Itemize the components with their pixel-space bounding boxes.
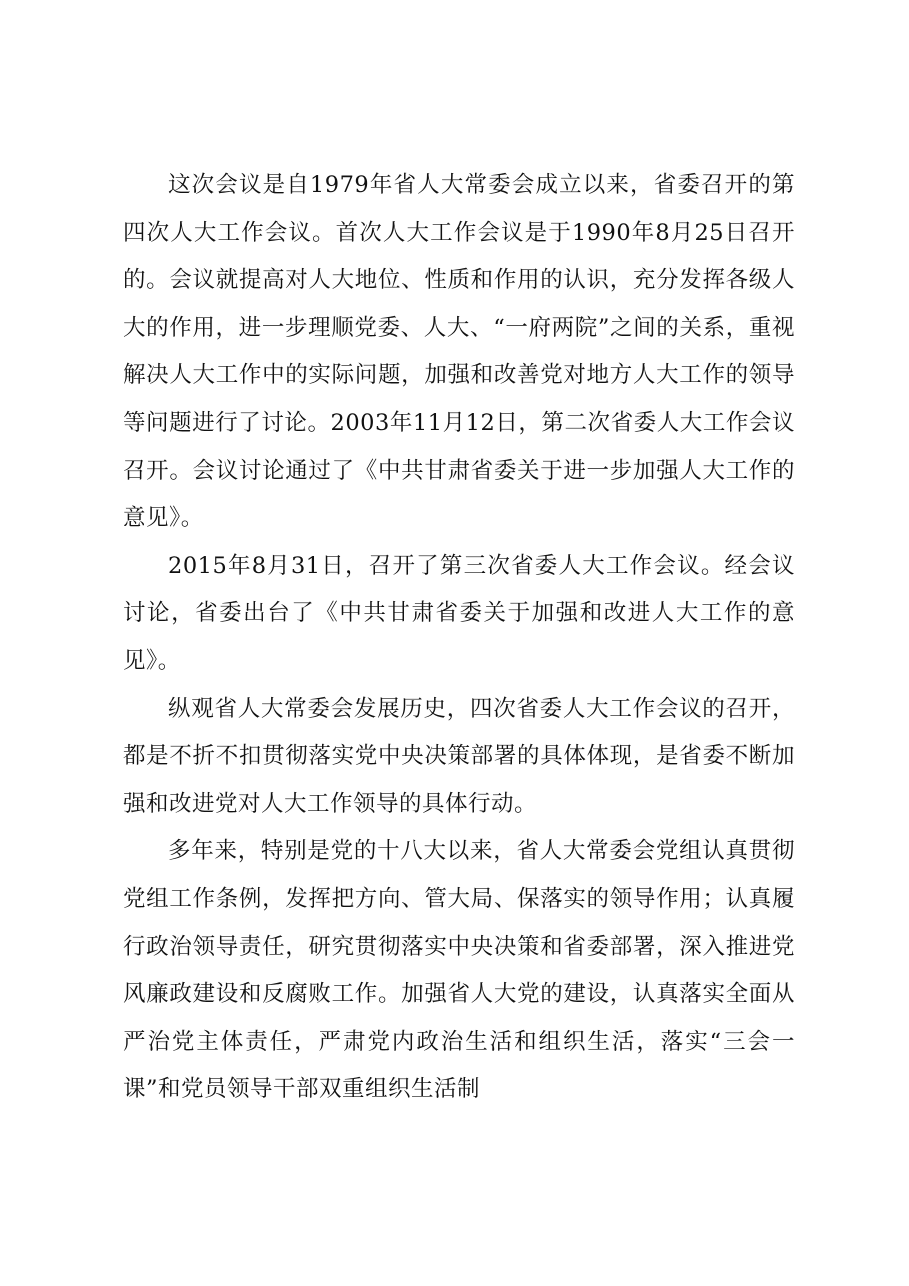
paragraph-1: 这次会议是自1979年省人大常委会成立以来，省委召开的第四次人大工作会议。首次人大工作会议是于1990年8月25日召开的。会议就提高对人大地位、性质和作用的认识，充分发挥各级人大的作用，进一步理顺党委、人大、“一府两院”之间的关系，重视解决人大工作中的实际问题，加强和改善党对地方人大工作的领导等问题进行了讨论。2003年11月12日，第二次省委人大工作会议召开。会议讨论通过了《中共甘肃省委关于进一步加强人大工作的意见》。 <box>123 172 795 532</box>
paragraph-2: 2015年8月31日，召开了第三次省委人大工作会议。经会议讨论，省委出台了《中共甘肃省委关于加强和改进人大工作的意见》。 <box>123 552 795 674</box>
paragraph-3: 纵观省人大常委会发展历史，四次省委人大工作会议的召开，都是不折不扣贯彻落实党中央决策部署的具体体现，是省委不断加强和改进党对人大工作领导的具体行动。 <box>123 695 795 817</box>
document-body <box>123 162 795 1114</box>
paragraph-4: 多年来，特别是党的十八大以来，省人大常委会党组认真贯彻党组工作条例，发挥把方向、管大局、保落实的领导作用；认真履行政治领导责任，研究贯彻落实中央决策和省委部署，深入推进党风廉政建设和反腐败工作。加强省人大党的建设，认真落实全面从严治党主体责任，严肃党内政治生活和组织生活，落实“三会一课”和党员领导干部双重组织生活制 <box>123 838 795 1103</box>
